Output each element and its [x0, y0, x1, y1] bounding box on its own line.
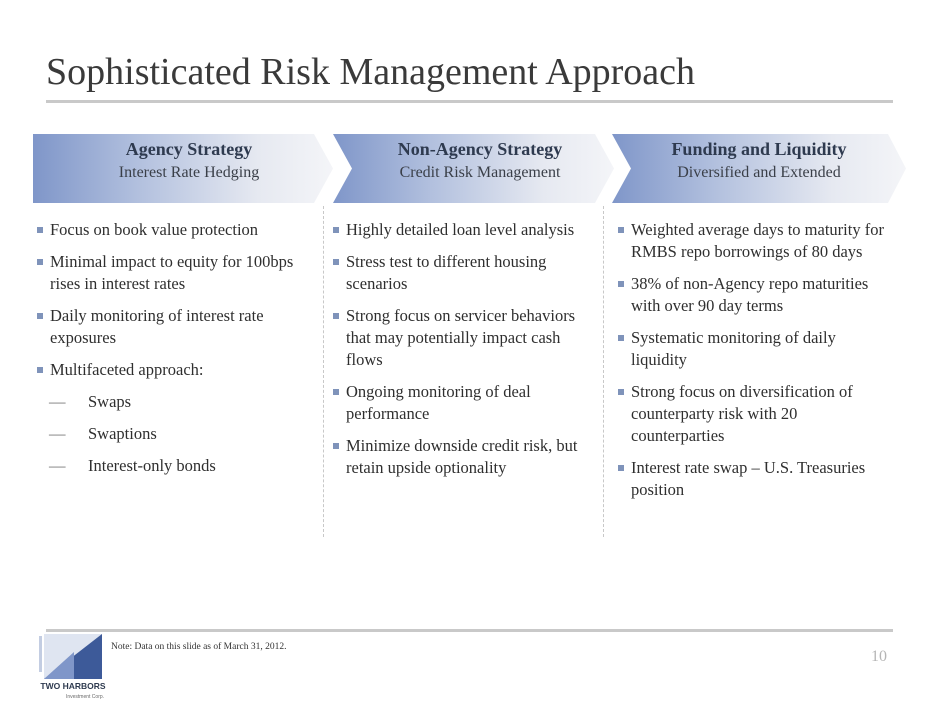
list-item: Highly detailed loan level analysis [333, 219, 599, 241]
funding-liquidity-header [634, 138, 884, 186]
column-divider [323, 206, 324, 537]
list-item: Focus on book value protection [37, 219, 302, 241]
non-agency-strategy-subheading: Credit Risk Management [399, 164, 561, 181]
column-divider [603, 206, 604, 537]
list-item: Minimal impact to equity for 100bps rises in interest rates [37, 251, 302, 295]
non-agency-strategy-header [355, 138, 605, 186]
dash-marker: — [49, 456, 66, 475]
list-item: Strong focus on servicer behaviors that may potentially impact cash flows [333, 305, 599, 371]
list-item: Weighted average days to maturity for RMBS repo borrowings of 80 days [618, 219, 886, 263]
slide-title: Sophisticated Risk Management Approach [46, 51, 696, 93]
footnote: Note: Data on this slide as of March 31, 2012. [111, 642, 287, 652]
dash-marker: — [49, 424, 66, 443]
list-item: Strong focus on diversification of counterparty risk with 20 counterparties [618, 381, 886, 447]
logo-tagline: Investment Corp. [65, 694, 105, 700]
sub-item-text: Interest-only bonds [88, 456, 216, 475]
agency-strategy-header [64, 138, 314, 186]
funding-liquidity-subheading: Diversified and Extended [677, 164, 841, 181]
list-item: Interest rate swap – U.S. Treasuries position [618, 457, 886, 501]
list-item: Daily monitoring of interest rate exposures [37, 305, 302, 349]
footer-divider [46, 629, 893, 632]
sub-list-item [37, 391, 302, 413]
list-item: Minimize downside credit risk, but retain upside optionality [333, 435, 599, 479]
sub-list-item [37, 455, 302, 477]
sub-list-item [37, 423, 302, 445]
funding-liquidity-column [618, 219, 886, 511]
two-harbors-logo [38, 632, 108, 702]
non-agency-strategy-column [333, 219, 599, 489]
non-agency-strategy-heading: Non-Agency Strategy [397, 139, 563, 159]
logo-name: TWO HARBORS [40, 681, 106, 691]
page-number: 10 [871, 648, 887, 665]
list-item: Ongoing monitoring of deal performance [333, 381, 599, 425]
list-item: Stress test to different housing scenarios [333, 251, 599, 295]
agency-strategy-column [37, 219, 302, 487]
sub-item-text: Swaps [88, 392, 132, 411]
agency-strategy-subheading: Interest Rate Hedging [118, 164, 260, 181]
list-item: 38% of non-Agency repo maturities with over 90 day terms [618, 273, 886, 317]
list-item: Systematic monitoring of daily liquidity [618, 327, 886, 371]
title-divider [46, 100, 893, 103]
funding-liquidity-heading: Funding and Liquidity [671, 139, 847, 159]
dash-marker: — [49, 392, 66, 411]
list-item: Multifaceted approach: [37, 359, 302, 381]
agency-strategy-heading: Agency Strategy [125, 139, 253, 159]
sub-item-text: Swaptions [88, 424, 157, 443]
